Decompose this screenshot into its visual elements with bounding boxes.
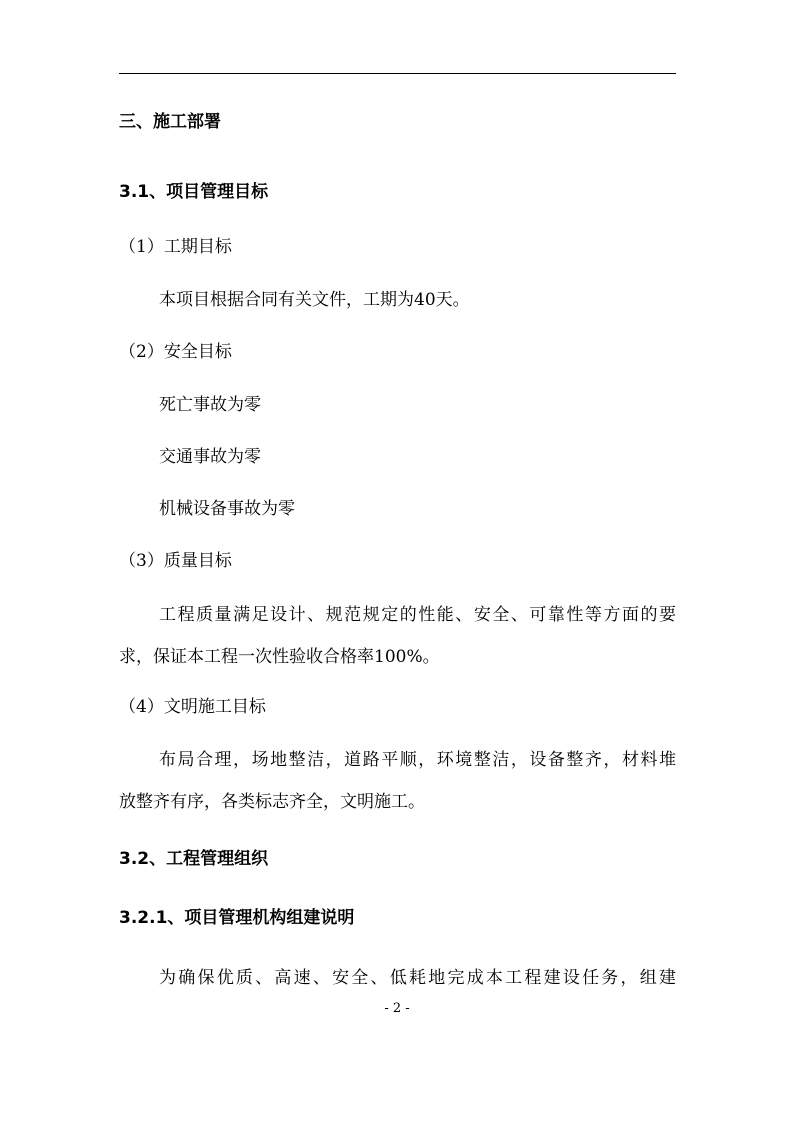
goal-3-title: （3）质量目标: [119, 551, 232, 571]
subsection-3-1-heading: 3.1、项目管理目标: [119, 182, 269, 202]
subsection-3-2-1-heading: 3.2.1、项目管理机构组建说明: [119, 908, 355, 928]
goal-4-title: （4）文明施工目标: [119, 697, 266, 717]
goal-3-text-line-2: 求，保证本工程一次性验收合格率100%。: [119, 647, 440, 667]
paragraph-3-2-1-line-1: 为确保优质、高速、安全、低耗地完成本工程建设任务，组建: [159, 968, 676, 988]
goal-4-text-line-1: 布局合理，场地整洁，道路平顺，环境整洁，设备整齐，材料堆: [159, 750, 676, 770]
goal-1-title: （1）工期目标: [119, 237, 232, 257]
goal-2-line: 交通事故为零: [159, 447, 261, 467]
subsection-3-2-heading: 3.2、工程管理组织: [119, 849, 269, 869]
goal-3-text-line-1: 工程质量满足设计、规范规定的性能、安全、可靠性等方面的要: [159, 605, 676, 625]
goal-2-line: 机械设备事故为零: [159, 499, 295, 519]
goal-2-line: 死亡事故为零: [159, 395, 261, 415]
goal-4-text-line-2: 放整齐有序，各类标志齐全，文明施工。: [119, 792, 425, 812]
section-heading: 三、施工部署: [119, 112, 221, 132]
page-number: - 2 -: [384, 1001, 410, 1016]
goal-1-text: 本项目根据合同有关文件，工期为40天。: [159, 290, 470, 310]
header-rule: [119, 73, 676, 74]
goal-2-title: （2）安全目标: [119, 342, 232, 362]
